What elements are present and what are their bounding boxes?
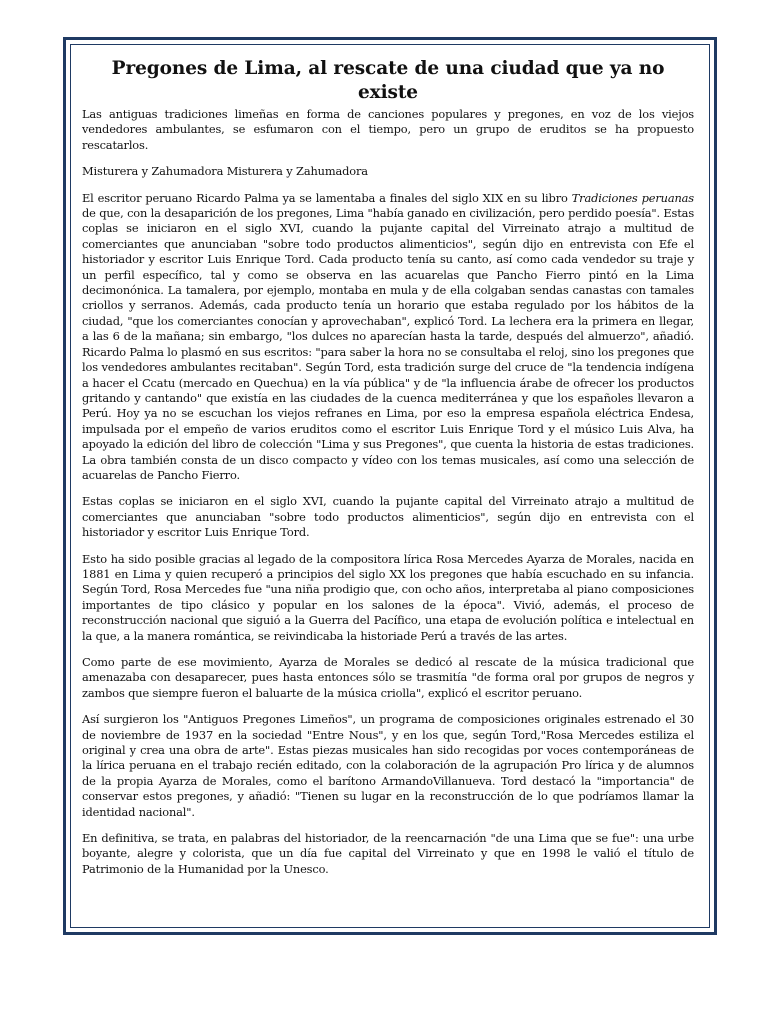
paragraph-1-rest: de que, con la desaparición de los pregones, Lima "había ganado en civilización, pero perdido poesía". Estas coplas se iniciaron en el siglo XVI, cuando la pujante capital del Virreinato atrajo a multitud de comerciantes que anunciaban "sobre todo productos alimenticios", según dijo en entrevista con Efe el historiador y escritor Luis Enrique Tord. Cada producto tenía su canto, así como cada vendedor su traje y un perfil específico, tal y como se observa en las acuarelas que Pancho Fierro pintó en la Lima decimonónica. La tamalera, por ejemplo, montaba en mula y de ella colgaban sendas canastas con tamales criollos y serranos. Además, cada producto tenía un horario que estaba regulado por los hábitos de la ciudad, "que los comerciantes conocían y aprovechaban", explicó Tord. La lechera era la primera en llegar, a las 6 de la mañana; sin embargo, "los dulces no aparecían hasta la tarde, después del almuerzo", añadió. Ricardo Palma lo plasmó en sus escritos: "para saber la hora no se consultaba el reloj, sino los pregones que los vendedores ambulantes recitaban". Según Tord, esta tradición surge del cruce de "la tendencia indígena a hacer el Ccatu (mercado en Quechua) en la vía pública" y de "la influencia árabe de ofrecer los productos gritando y cantando" que existía en las ciudades de la cuenca mediterránea y que los españoles llevaron a Perú. Hoy ya no se escuchan los viejos refranes en Lima, por eso la empresa española eléctrica Endesa, impulsada por el empeño de varios eruditos como el escritor Luis Enrique Tord y el músico Luis Alva, ha apoyado la edición del libro de colección "Lima y sus Pregones", que cuenta la historia de estas tradiciones. La obra también consta de un disco compacto y vídeo con los temas musicales, así como una selección de acuarelas de Pancho Fierro. — [82, 206, 695, 482]
paragraph-2: Estas coplas se iniciaron en el siglo XVI, cuando la pujante capital del Virreinato atrajo a multitud de comerciantes que anunciaban "sobre todo productos alimenticios", según dijo en entrevista con el historiador y escritor Luis Enrique Tord. — [82, 494, 694, 540]
article-subheading: Misturera y Zahumadora Misturera y Zahumadora — [82, 164, 368, 179]
article — [82, 57, 694, 888]
paragraph-3: Esto ha sido posible gracias al legado de la compositora lírica Rosa Mercedes Ayarza de Morales, nacida en 1881 en Lima y quien recuperó a principios del siglo XX los pregones que había escuchado en su infancia. Según Tord, Rosa Mercedes fue "una niña prodigio que, con ocho años, interpretaba al piano composiciones importantes de tipo clásico y popular en los salones de la época". Vivió, además, el proceso de reconstrucción nacional que siguió a la Guerra del Pacífico, una etapa de evolución política e intelectual en la que, a la manera romántica, se reivindicaba la historiade Perú a través de las artes. — [82, 551, 694, 643]
article-intro: Las antiguas tradiciones limeñas en forma de canciones populares y pregones, en voz de los viejos vendedores ambulantes, se esfumaron con el tiempo, pero un grupo de eruditos se ha propuesto rescatarlos. — [82, 107, 694, 152]
paragraph-1-start: El escritor peruano Ricardo Palma ya se lamentaba a finales del siglo XIX en su libro — [82, 190, 572, 205]
article-title: Pregones de Lima, al rescate de una ciudad que ya no existe — [111, 58, 665, 103]
paragraph-1 — [82, 191, 694, 484]
book-title: Tradiciones peruanas — [571, 190, 694, 205]
paragraph-6: En definitiva, se trata, en palabras del historiador, de la reencarnación "de una Lima que se fue": una urbe boyante, alegre y colorista, que un día fue capital del Virreinato y que en 1998 le valió el título de Patrimonio de la Humanidad por la Unesco. — [82, 831, 694, 876]
paragraph-5: Así surgieron los "Antiguos Pregones Limeños", un programa de composiciones originales estrenado el 30 de noviembre de 1937 en la sociedad "Entre Nous", y en los que, según Tord,"Rosa Mercedes estiliza el original y crea una obra de arte". Estas piezas musicales han sido recogidas por voces contemporáneas de la lírica peruana en el trabajo recién editado, con la colaboración de la agrupación Pro lírica y de alumnos de la propia Ayarza de Morales, como el barítono ArmandoVillanueva. Tord destacó la "importancia" de conservar estos pregones, y añadió: "Tienen su lugar en la reconstrucción de lo que podríamos llamar la identidad nacional". — [82, 712, 694, 819]
paragraph-4: Como parte de ese movimiento, Ayarza de Morales se dedicó al rescate de la música tradicional que amenazaba con desaparecer, pues hasta entonces sólo se trasmitía "de forma oral por grupos de negros y zambos que siempre fueron el baluarte de la música criolla", explicó el escritor peruano. — [82, 655, 694, 700]
